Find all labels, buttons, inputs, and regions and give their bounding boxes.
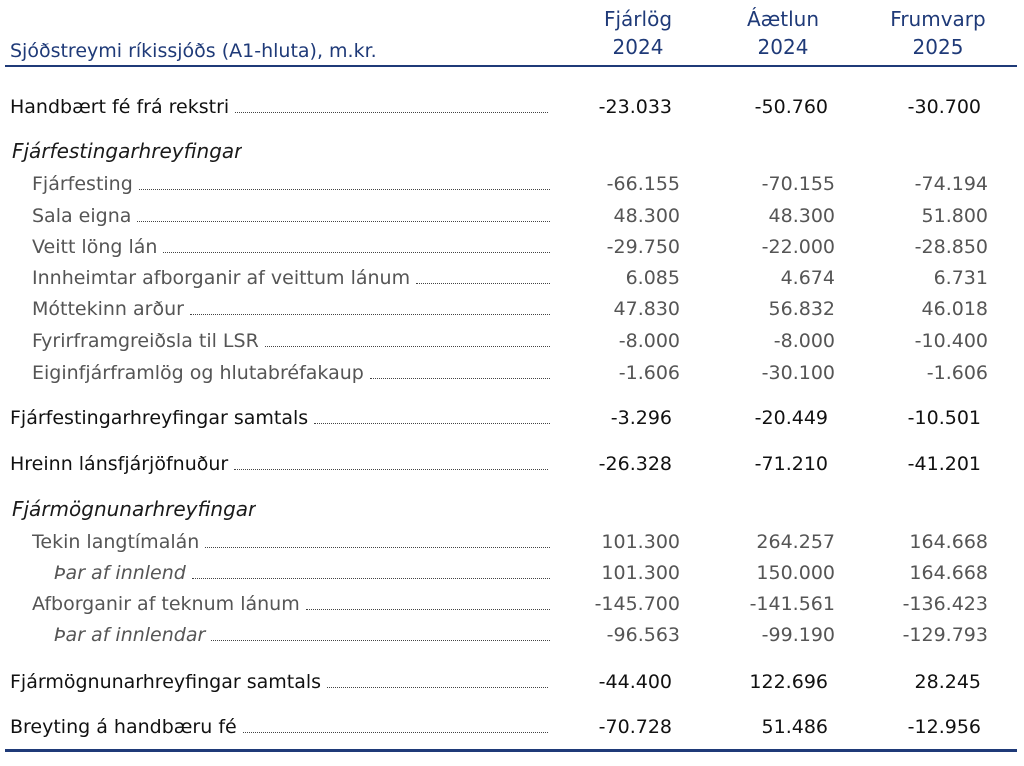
column-header-frumvarp-2025: Frumvarp 2025 [890,7,986,59]
row-label: Handbært fé frá rekstri [10,93,548,121]
row-label: Fyrirframgreiðsla til LSR [32,327,550,355]
cell-frumvarp-2025: -41.201 [907,453,981,475]
cell-aaetlun-2024: 264.257 [756,531,835,553]
table-row [0,621,1024,649]
leader-dots [265,328,550,347]
table-row [0,264,1024,292]
table-row [0,528,1024,556]
leader-dots [211,622,550,641]
cell-frumvarp-2025: 46.018 [921,298,988,320]
row-label: Þar af innlendar [54,621,550,649]
cell-aaetlun-2024: 4.674 [780,267,835,289]
cell-aaetlun-2024: -30.100 [761,362,835,384]
row-label: Innheimtar afborganir af veittum lánum [32,264,550,292]
table-row [0,170,1024,198]
cell-aaetlun-2024: -99.190 [761,624,835,646]
leader-dots [192,560,550,579]
leader-dots [306,591,550,610]
leader-dots [234,451,548,470]
table-row [0,295,1024,323]
table-title: Sjóðstreymi ríkissjóðs (A1-hluta), m.kr. [10,40,377,62]
row-label: Fjárfestingarhreyfingar samtals [10,404,550,432]
header-divider [5,65,1017,67]
cell-frumvarp-2025: 164.668 [909,531,988,553]
cell-fjarlog-2024: -29.750 [606,236,680,258]
cell-fjarlog-2024: 101.300 [601,562,680,584]
cell-aaetlun-2024: -50.760 [754,96,828,118]
row-label: Hreinn lánsfjárjöfnuður [10,450,548,478]
cell-fjarlog-2024: -66.155 [606,173,680,195]
cell-fjarlog-2024: -1.606 [618,362,680,384]
cell-aaetlun-2024: -22.000 [761,236,835,258]
cell-fjarlog-2024: -70.728 [598,716,672,738]
table-row [0,668,1024,696]
row-label: Þar af innlend [54,559,550,587]
row-label: Tekin langtímalán [32,528,550,556]
cell-fjarlog-2024: 6.085 [625,267,680,289]
row-label: Móttekinn arður [32,295,550,323]
cell-frumvarp-2025: -74.194 [914,173,988,195]
cell-frumvarp-2025: -10.400 [914,330,988,352]
row-label: Afborganir af teknum lánum [32,590,550,618]
cell-frumvarp-2025: -30.700 [907,96,981,118]
cell-frumvarp-2025: -129.793 [902,624,988,646]
cell-fjarlog-2024: 101.300 [601,531,680,553]
leader-dots [190,296,550,315]
leader-dots [139,171,550,190]
cell-frumvarp-2025: 6.731 [933,267,988,289]
cell-fjarlog-2024: 47.830 [613,298,680,320]
column-header-aaetlun-2024: Áætlun 2024 [746,7,820,59]
cell-fjarlog-2024: -23.033 [598,96,672,118]
leader-dots [416,265,550,284]
table-row [0,93,1024,121]
cell-frumvarp-2025: -10.501 [907,407,981,429]
table-row [0,590,1024,618]
cell-aaetlun-2024: 48.300 [768,205,835,227]
section-heading: Fjárfestingarhreyfingar [12,139,243,163]
cell-frumvarp-2025: -136.423 [902,593,988,615]
cell-aaetlun-2024: -141.561 [749,593,835,615]
table-row [0,404,1024,432]
leader-dots [205,529,550,548]
table-row [0,559,1024,587]
row-label: Sala eigna [32,202,550,230]
cell-frumvarp-2025: 51.800 [921,205,988,227]
table-row [0,233,1024,261]
cell-aaetlun-2024: -70.155 [761,173,835,195]
row-label: Fjármögnunarhreyfingar samtals [10,668,548,696]
cell-aaetlun-2024: -71.210 [754,453,828,475]
table-row [0,713,1024,741]
cell-frumvarp-2025: -28.850 [914,236,988,258]
footer-divider [5,749,1017,752]
section-heading: Fjármögnunarhreyfingar [12,497,257,521]
cell-aaetlun-2024: 150.000 [756,562,835,584]
cell-aaetlun-2024: 56.832 [768,298,835,320]
table-row [0,202,1024,230]
leader-dots [370,360,550,379]
cell-frumvarp-2025: 164.668 [909,562,988,584]
table-row [0,450,1024,478]
cell-fjarlog-2024: 48.300 [613,205,680,227]
cell-fjarlog-2024: -26.328 [598,453,672,475]
row-label: Eiginfjárframlög og hlutabréfakaup [32,359,550,387]
table-row [0,327,1024,355]
leader-dots [314,405,550,424]
row-label: Fjárfesting [32,170,550,198]
cell-aaetlun-2024: 122.696 [749,671,828,693]
table-row [0,359,1024,387]
cell-fjarlog-2024: -96.563 [606,624,680,646]
cell-frumvarp-2025: -1.606 [926,362,988,384]
leader-dots [137,203,550,222]
column-header-fjarlog-2024: Fjárlög 2024 [603,7,673,59]
cell-fjarlog-2024: -3.296 [610,407,672,429]
cell-fjarlog-2024: -145.700 [594,593,680,615]
cell-fjarlog-2024: -44.400 [598,671,672,693]
cell-frumvarp-2025: -12.956 [907,716,981,738]
leader-dots [327,669,548,688]
leader-dots [243,714,548,733]
cell-frumvarp-2025: 28.245 [914,671,981,693]
leader-dots [163,234,550,253]
cell-aaetlun-2024: -8.000 [773,330,835,352]
cell-aaetlun-2024: 51.486 [761,716,828,738]
row-label: Veitt löng lán [32,233,550,261]
row-label: Breyting á handbæru fé [10,713,548,741]
leader-dots [235,94,548,113]
cell-fjarlog-2024: -8.000 [618,330,680,352]
cell-aaetlun-2024: -20.449 [754,407,828,429]
